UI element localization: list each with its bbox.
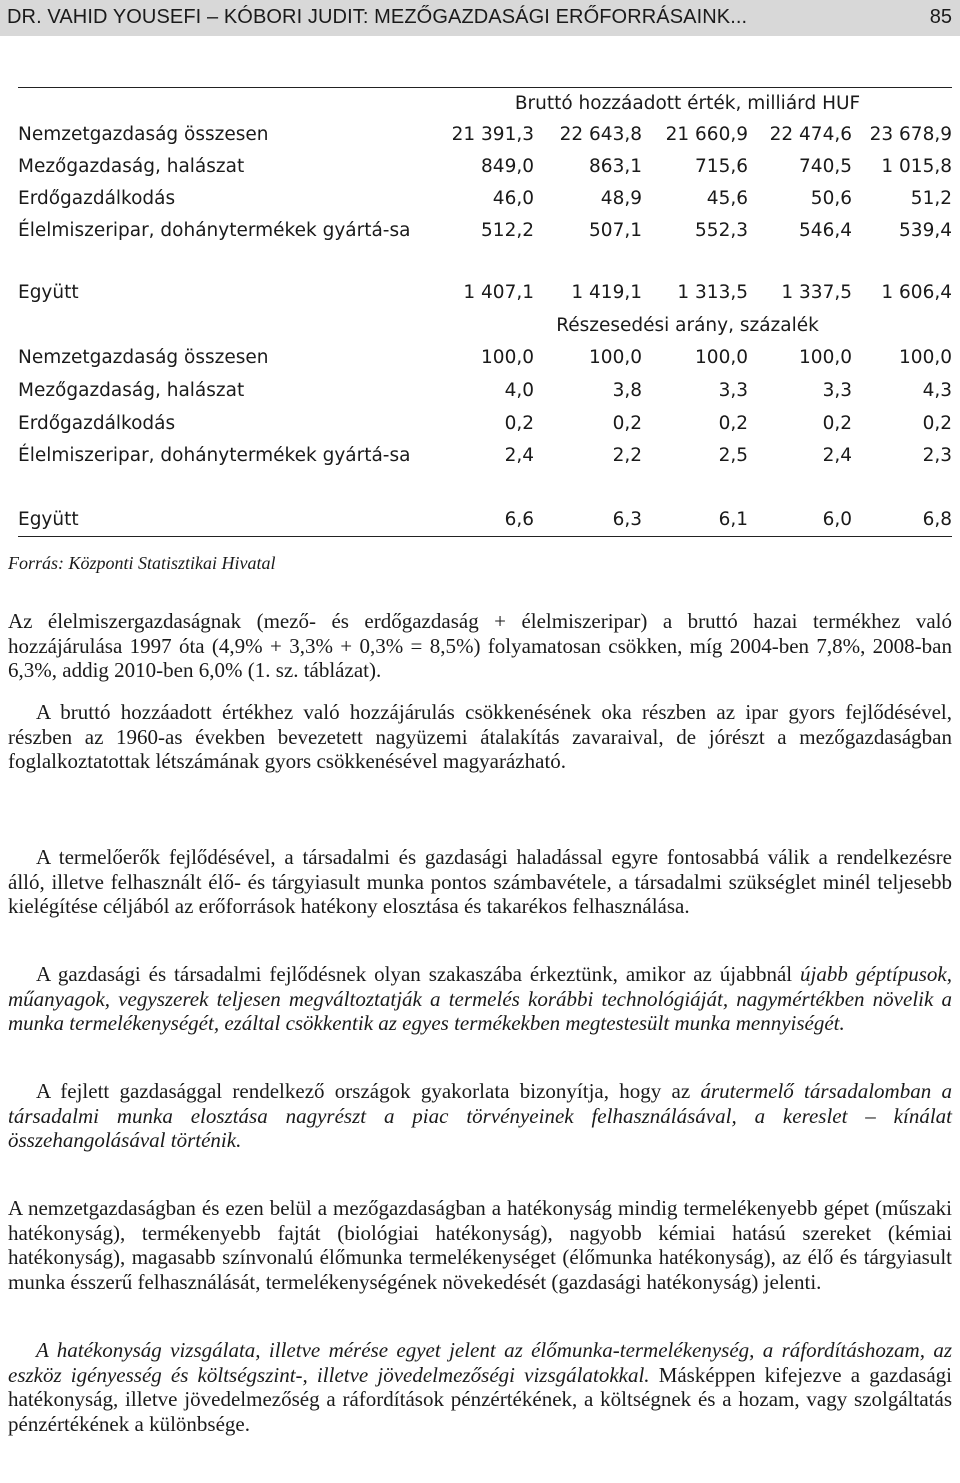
cell-value: 539,4 xyxy=(899,220,952,241)
cell-value: 715,6 xyxy=(695,156,748,177)
row-label: Nemzetgazdaság összesen xyxy=(18,347,269,368)
cell-value: 0,2 xyxy=(504,413,534,434)
cell-value: 23 678,9 xyxy=(869,124,952,145)
cell-value: 2,4 xyxy=(822,445,852,466)
table-bottom-rule xyxy=(18,536,952,537)
cell-value: 21 660,9 xyxy=(665,124,748,145)
cell-value: 6,1 xyxy=(718,509,748,530)
row-label: Együtt xyxy=(18,282,79,303)
paragraph-2 xyxy=(8,700,952,774)
paragraph-1-text: Az élelmiszergazdaságnak (mező- és erdőgazdaság + élelmiszeripar) a bruttó hazai termékhez való hozzájárulása 1997 óta (4,9% + 3,3% + 0,3% = 8,5%) folyamatosan csökken, míg 2004-ben 7,8%, 2008-ban 6,3%, addig 2010-ben 6,0% (1. sz. táblázat). xyxy=(8,609,952,683)
cell-value: 6,6 xyxy=(504,509,534,530)
row-label: Mezőgazdaság, halászat xyxy=(18,380,245,401)
paragraph-4 xyxy=(8,962,952,1036)
cell-value: 22 474,6 xyxy=(769,124,852,145)
cell-value: 45,6 xyxy=(706,188,748,209)
cell-value: 2,2 xyxy=(612,445,642,466)
row-label: Erdőgazdálkodás xyxy=(18,188,176,209)
paragraph-3-text: A termelőerők fejlődésével, a társadalmi és gazdasági haladással egyre fontosabbá válik a rendelkezésre álló, illetve felhasznált élő- és tárgyiasult munka pontos számbavétele, a társadalmi szükséglet minél teljesebb kielégítése céljából az erőforrások hatékony elosztása és takarékos felhasználása. xyxy=(8,845,952,919)
cell-value: 849,0 xyxy=(481,156,534,177)
cell-value: 740,5 xyxy=(799,156,852,177)
cell-value: 51,2 xyxy=(910,188,952,209)
cell-value: 0,2 xyxy=(822,413,852,434)
paragraph-4-italic: újabb géptípusok, műanyagok, vegyszerek teljesen megváltoztatják a termelés korábbi technológiáját, nagymértékben növelik a munka termelékenységét, ezáltal csökkentik az egyes termékekben megtestesült munka mennyiségét. xyxy=(8,962,952,1036)
paragraph-4-text: A gazdasági és társadalmi fejlődésnek olyan szakaszába érkeztünk, amikor az újabbnál xyxy=(36,962,801,986)
cell-value: 1 313,5 xyxy=(677,282,748,303)
cell-value: 546,4 xyxy=(799,220,852,241)
paragraph-5 xyxy=(8,1079,952,1153)
running-header xyxy=(0,0,960,36)
cell-value: 46,0 xyxy=(492,188,534,209)
cell-value: 1 419,1 xyxy=(571,282,642,303)
cell-value: 100,0 xyxy=(695,347,748,368)
paragraph-6-text: A nemzetgazdaságban és ezen belül a mezőgazdaságban a hatékonyság mindig termelékenyebb gépet (műszaki hatékonyság), termékenyebb fajtát (biológiai hatékonyság), nagyobb kémiai hatású szereket (kémiai hatékonyság), magasabb színvonalú élőmunka termelékenységet (élőmunka hatékonyság), az élő és tárgyiasult munka ésszerű felhasználását, termelékenységének növekedését (gazdasági hatékonyság) jelenti. xyxy=(8,1196,952,1294)
cell-value: 4,3 xyxy=(922,380,952,401)
cell-value: 2,3 xyxy=(922,445,952,466)
row-label: Együtt xyxy=(18,509,79,530)
cell-value: 6,8 xyxy=(922,509,952,530)
table-source: Forrás: Központi Statisztikai Hivatal xyxy=(8,553,276,573)
cell-value: 2,4 xyxy=(504,445,534,466)
paragraph-7 xyxy=(8,1338,952,1436)
paragraph-7-text: Másképpen kifejezve a gazdasági hatékonyság, illetve jövedelmezőség a ráfordítások pénzértékének, a költségnek és a hozam, vagy szolgáltatás pénzértékének a különbsége. xyxy=(8,1362,952,1436)
cell-value: 50,6 xyxy=(810,188,852,209)
cell-value: 3,8 xyxy=(612,380,642,401)
row-label: Élelmiszeripar, dohánytermékek gyártá-sa xyxy=(18,445,411,466)
row-label: Erdőgazdálkodás xyxy=(18,413,176,434)
section1-title: Bruttó hozzáadott érték, milliárd HUF xyxy=(514,93,861,114)
cell-value: 3,3 xyxy=(718,380,748,401)
cell-value: 1 015,8 xyxy=(881,156,952,177)
cell-value: 21 391,3 xyxy=(451,124,534,145)
header-title: DR. VAHID YOUSEFI – KÓBORI JUDIT: MEZŐGAZDASÁGI ERŐFORRÁSAINK... xyxy=(7,6,748,28)
cell-value: 48,9 xyxy=(600,188,642,209)
section2-title: Részesedési arány, százalék xyxy=(556,315,819,336)
cell-value: 0,2 xyxy=(612,413,642,434)
cell-value: 0,2 xyxy=(718,413,748,434)
cell-value: 512,2 xyxy=(481,220,534,241)
cell-value: 3,3 xyxy=(822,380,852,401)
cell-value: 552,3 xyxy=(695,220,748,241)
cell-value: 1 407,1 xyxy=(463,282,534,303)
paragraph-5-italic: árutermelő társadalomban a társadalmi munka elosztása nagyrészt a piac törvényeinek felhasználásával, a kereslet – kínálat összehangolásával történik. xyxy=(8,1079,952,1153)
cell-value: 100,0 xyxy=(589,347,642,368)
row-label: Nemzetgazdaság összesen xyxy=(18,124,269,145)
cell-value: 2,5 xyxy=(718,445,748,466)
cell-value: 6,0 xyxy=(822,509,852,530)
paragraph-1 xyxy=(8,609,952,683)
cell-value: 6,3 xyxy=(612,509,642,530)
paragraph-3 xyxy=(8,845,952,919)
page-number: 85 xyxy=(929,6,952,28)
cell-value: 4,0 xyxy=(504,380,534,401)
cell-value: 100,0 xyxy=(899,347,952,368)
cell-value: 22 643,8 xyxy=(559,124,642,145)
paragraph-6 xyxy=(8,1196,952,1294)
row-label: Mezőgazdaság, halászat xyxy=(18,156,245,177)
cell-value: 100,0 xyxy=(799,347,852,368)
cell-value: 100,0 xyxy=(481,347,534,368)
cell-value: 863,1 xyxy=(589,156,642,177)
row-label: Élelmiszeripar, dohánytermékek gyártá-sa xyxy=(18,220,411,241)
cell-value: 0,2 xyxy=(922,413,952,434)
cell-value: 1 606,4 xyxy=(881,282,952,303)
paragraph-5-text: A fejlett gazdasággal rendelkező országok gyakorlata bizonyítja, hogy az xyxy=(36,1079,701,1103)
cell-value: 507,1 xyxy=(589,220,642,241)
cell-value: 1 337,5 xyxy=(781,282,852,303)
paragraph-2-text: A bruttó hozzáadott értékhez való hozzájárulás csökkenésének oka részben az ipar gyors fejlődésével, részben az 1960-as években bevezetett nagyüzemi átalakítás zavaraival, de jórészt a mezőgazdaságban foglalkoztatottak létszámának gyors csökkenésével magyarázható. xyxy=(8,700,952,774)
paragraph-7-italic: A hatékonyság vizsgálata, illetve mérése egyet jelent az élőmunka-termelékenység, a ráfordításhozam, az eszköz igényesség és költségszint-, illetve jövedelmezőségi vizsgálatokkal. xyxy=(8,1338,952,1387)
